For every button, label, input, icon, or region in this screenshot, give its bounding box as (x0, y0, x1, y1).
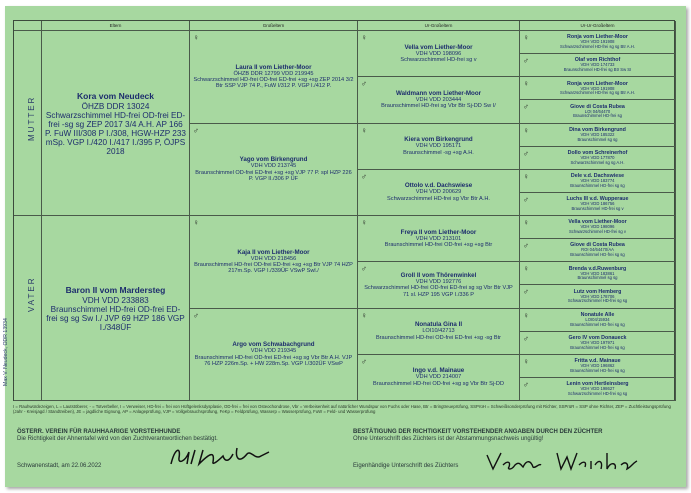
ancestor-detail: Schwarzschimmel HD-frei sg sg Btr A.H. (560, 90, 635, 96)
ancestor-detail: Schwarzschimmel HD-frei OD-frei ED-frei +sg +sg ZEP 2014 3/2 Btr SSP VJP 74 P., FuW I/312 P. VGP I./412 P. (193, 77, 354, 90)
ancestor-detail: VDH VDD 191908 (580, 85, 615, 91)
ancestor-detail: Braunschimmel HD-frei sg sg (570, 367, 625, 373)
ancestor-detail: VDH VDD 197971 (580, 339, 615, 345)
female-symbol-icon: ♀ (361, 218, 367, 227)
female-symbol-icon: ♀ (193, 218, 199, 227)
female-symbol-icon: ♀ (361, 125, 367, 135)
female-symbol-icon: ♀ (523, 79, 529, 89)
ancestor-name: Vella vom Liether-Moor (404, 43, 473, 51)
ancestor-cell (520, 309, 676, 332)
ancestor-cell (520, 147, 676, 170)
ancestor-cell (358, 216, 520, 262)
ancestor-cell (520, 262, 676, 285)
ancestor-cell (42, 216, 190, 401)
ancestor-cell (520, 239, 676, 262)
header-blank (14, 21, 42, 31)
ancestor-cell (520, 285, 676, 308)
ancestor-name: Ronja vom Liether-Moor (567, 80, 628, 87)
ancestor-cell (190, 31, 358, 124)
ancestor-cell (358, 124, 520, 170)
ancestor-detail: VDH VDD 195171 (415, 143, 462, 150)
ancestor-cell (358, 262, 520, 308)
ancestor-name: Ingo v.d. Mainaue (412, 367, 465, 375)
ancestor-name: Luchs III v.d. Wupperaue (566, 196, 629, 203)
ancestor-detail: VDH VDD 198627 (580, 386, 615, 392)
breeder-confirmation-title: BESTÄTIGUNG DER RICHTIGKEIT VORSTEHENDER ANGABEN DURCH DEN ZÜCHTER (353, 429, 603, 435)
ancestor-cell (358, 77, 520, 123)
side-label-mutter: MUTTER (27, 95, 36, 141)
column-header-urgrosseltern: Ur-Großeltern (358, 21, 520, 31)
ancestor-detail: VDH VDD 213101 (415, 235, 462, 242)
ancestor-detail: Braunschimmel HD-frei OD-frei +sg +sg Btr (384, 242, 493, 249)
ancestor-name: Argo vom Schwabachgrund (232, 341, 315, 349)
ancestor-cell (520, 378, 676, 401)
ancestor-name: Waldmann vom Liether-Moor (395, 89, 482, 97)
female-symbol-icon: ♀ (523, 264, 529, 274)
ancestor-detail: Braunschimmel HD-frei OD-frei ED-frei sg sg Sw I./ JVP 69 HZP 186 VGP I./348ÜF (46, 304, 185, 332)
ancestor-name: Brenda v.d.Ruwenburg (568, 265, 627, 272)
ancestor-name: Olaf vom Richthof (574, 57, 621, 64)
ancestor-detail: Braunschimmel HD-frei OD-frei ED-frei +sg +sg Btr VJP 74 HZP 217m.Sp. VGP I./339ÜF VSwP Swl./ (194, 262, 353, 275)
male-symbol-icon: ♂ (523, 287, 529, 297)
ancestor-cell (520, 124, 676, 147)
ancestor-name: Vella vom Liether-Moor (568, 219, 627, 226)
ancestor-name: Kaja II vom Liether-Moor (237, 248, 310, 256)
ancestor-name: Dele v.d. Dachswiese (570, 173, 625, 180)
ancestor-detail: VDH VDD 198096 (415, 50, 462, 57)
ancestor-name: Kora vom Neudeck (77, 90, 154, 101)
ancestor-detail: Braunschimmel HD-frei OD-frei ED-frei +sg -sg Btr (375, 334, 502, 341)
ancestor-cell (520, 77, 676, 100)
column-header-eltern: Eltern (42, 21, 190, 31)
ancestor-name: Giove di Costa Rubea (570, 103, 625, 110)
column-header-ururgrosseltern: Ur-Ur-Großeltern (520, 21, 676, 31)
ancestor-detail: Braunschimmel HD-frei sg (573, 113, 622, 119)
male-symbol-icon: ♂ (523, 194, 529, 204)
ancestor-name: Laura II vom Liether-Moor (235, 63, 312, 71)
ancestor-detail: VDH VDD 185322 (580, 131, 615, 137)
ancestor-detail: Schwarzschimmel HD-frei sg Vbr Btr A.H. (387, 195, 490, 202)
ancestor-name: Ottolo v.d. Dachswiese (404, 182, 473, 190)
pedigree-table (13, 20, 675, 401)
ancestor-detail: VDH VDD 183861 (580, 270, 615, 276)
ancestor-name: Dina vom Birkengrund (569, 126, 626, 133)
ancestor-name: Fritta v.d. Mainaue (574, 358, 621, 365)
ancestor-detail: VDH VDD 178706 (580, 293, 615, 299)
breeder-signature (483, 449, 643, 475)
legend-text: I = Rauhwürdezeigen, L = Lautstöberer, - = Totverbeller, I = Verweiser, HD-frei = frei von Hüftgelenksdysplasie, OD-frei = frei von Osteochondrose, Vbr = Verbeisenheit auf natürlicher Wundspur von Fuchs oder Hase, Btr = Bringtreueprüfung, SSPrüH = Schweißsonderprüfung mit Richter, SSPrüR = SSP ohne Richter, ZEP = Zuchtleistungsprüfung (Jahr - Kreisjagd / Standtreiben), JE = jagdliche Eignung, AP = Anlageprüfung, VJP = Vollgebrauchsprüfung, FeKp = Feldprüfung, Wasserp = Wasserprüfung, FuW = Feld- und Wasserprüfung (13, 404, 671, 415)
ancestor-detail: Braunschimmel HD-frei OD-frei +sg sg Vbr Btr Sj-DD (372, 380, 504, 387)
breeder-signature-label: Eigenhändige Unterschrift des Züchters (353, 463, 459, 469)
ancestor-cell (358, 170, 520, 216)
ancestor-detail: VDH VDD 233883 (82, 295, 149, 305)
ancestor-cell (358, 31, 520, 77)
ancestor-detail: Braunschimmel HD-frei sg sg (570, 182, 625, 188)
male-symbol-icon: ♂ (361, 171, 367, 181)
ancestor-detail: ROI 04/64470/AA (581, 247, 614, 253)
female-symbol-icon: ♀ (361, 310, 367, 320)
male-symbol-icon: ♂ (193, 125, 199, 135)
ancestor-detail: Braunschimmel sg sg (577, 136, 618, 142)
club-confirmation: Die Richtigkeit der Ahnentafel wird von den Zuchtverantwortlichen bestätigt. (17, 436, 218, 442)
ancestor-cell (520, 100, 676, 123)
ancestor-detail: Braunschimmel HD-frei sg Vbr Btr Sj-DD Sw I/ (381, 103, 496, 110)
ancestor-name: Gero IV vom Donaueck (568, 334, 627, 341)
ancestor-cell (358, 355, 520, 401)
male-symbol-icon: ♂ (523, 241, 529, 251)
ancestor-detail: Schwarzschimmel HD-frei sg v (568, 229, 626, 235)
male-symbol-icon: ♂ (523, 56, 529, 66)
ancestor-cell (520, 54, 676, 77)
ancestor-name: Giove di Costa Rubea (570, 242, 625, 249)
ancestor-name: Baron II vom Mardersteg (65, 284, 166, 295)
ancestor-detail: VDH VDD 183774 (580, 178, 615, 184)
male-symbol-icon: ♂ (523, 148, 529, 158)
male-symbol-icon: ♂ (361, 79, 367, 89)
female-symbol-icon: ♀ (523, 356, 529, 366)
ancestor-name: Lutz vom Hemberg (573, 288, 622, 295)
ancestor-detail: Braunschimmel OD-frei ED-frei +sg +sg VJP 77 P. spl HZP 226 P. VGP II./306 P ÜF (195, 169, 352, 182)
female-symbol-icon: ♀ (523, 218, 529, 227)
ancestor-cell (520, 31, 676, 54)
club-signature (165, 444, 280, 468)
ancestor-detail: Schwarzschimmel HD-frei sg sg (567, 390, 628, 396)
ancestor-name: Ronja vom Liether-Moor (567, 34, 628, 41)
female-symbol-icon: ♀ (523, 171, 529, 181)
ancestor-name: Dollo vom Schreinerhof (567, 149, 628, 156)
ancestor-cell (520, 332, 676, 355)
ancestor-detail: Schwarzschimmel HD-frei OD-frei ED-frei sg sg Vbr Btr VJP 71 sl. HZP 195 VGP I./336 P (364, 285, 513, 298)
ancestor-cell (520, 170, 676, 193)
ancestor-detail: VDH VDD 203444 (415, 96, 462, 103)
ancestor-detail: VDH VDD 192776 (415, 278, 462, 285)
ancestor-detail: VDH VDD 213745 (250, 163, 297, 170)
ancestor-name: Nonatule Alle (580, 311, 615, 318)
ancestor-detail: Schwarzschimmel HD-frei sg sg (567, 298, 628, 304)
ancestor-name: Kiera vom Birkengrund (404, 136, 473, 144)
ancestor-cell (190, 124, 358, 217)
male-symbol-icon: ♂ (523, 102, 529, 112)
ancestor-cell (358, 309, 520, 355)
female-symbol-icon: ♀ (523, 125, 529, 135)
club-title: ÖSTERR. VEREIN FÜR RAUHHAARIGE VORSTEHHUNDE (17, 429, 181, 435)
ancestor-name: Freya II vom Liether-Moor (400, 228, 477, 236)
ancestor-detail: VDH VDD 191908 (580, 39, 615, 45)
ancestor-detail: ÖHZB DDR 12799 VDD 219945 (233, 70, 314, 77)
ancestor-detail: VDH VDD 198096 (580, 224, 615, 230)
ancestor-detail: Braunschimmel HD-frei sg Btr Sw SI (563, 67, 632, 73)
column-header-grosseltern: Großeltern (190, 21, 358, 31)
ancestor-detail: Braunschimmel sg sg (577, 275, 618, 281)
male-symbol-icon: ♂ (523, 379, 529, 389)
ancestor-cell (520, 355, 676, 378)
ancestor-detail: Braunschimmel HD-frei sg sg (570, 252, 625, 258)
male-symbol-icon: ♂ (361, 356, 367, 366)
ancestor-detail: Braunschimmel HD-frei OD-frei ED-frei +sg sg Vbr Btr A.H. VJP 76 HZP 226m.Sp. + HW 228m.Sp. VGP I./302ÜF VSwP (194, 354, 353, 367)
ancestor-detail: VDH VDD 200629 (415, 189, 462, 196)
ancestor-name: Groll II vom Thörenwinkel (400, 271, 477, 279)
ancestor-detail: Braunschimmel HD-frei sg sg (570, 344, 625, 350)
place-date: Schwanenstadt, am 22.06.2022 (17, 463, 102, 469)
ancestor-detail: LOI 04/64470 (584, 108, 611, 114)
female-symbol-icon: ♀ (361, 33, 367, 42)
ancestor-cell (190, 216, 358, 309)
ancestor-cell (190, 309, 358, 402)
male-symbol-icon: ♂ (193, 310, 199, 320)
ancestor-detail: VDH VDD 218456 (250, 255, 297, 262)
ancestor-cell (42, 31, 190, 216)
ancestor-detail: VDH VDD 186756 (580, 201, 615, 207)
owner-note: Max V. Neudeck, ODR 13934 (3, 318, 9, 386)
pedigree-certificate (5, 6, 686, 487)
female-symbol-icon: ♀ (193, 33, 199, 42)
breeder-confirmation-note: Ohne Unterschrift des Züchters ist der Abstammungsnachweis ungültig! (353, 436, 544, 442)
male-symbol-icon: ♂ (523, 333, 529, 343)
ancestor-detail: VDH VDD 196862 (580, 363, 615, 369)
side-label-vater: VATER (27, 276, 36, 312)
ancestor-name: Nonatula Gina II (414, 321, 463, 329)
ancestor-detail: ÖHZB DDR 13024 (81, 101, 150, 111)
ancestor-name: Yago vom Birkengrund (239, 156, 308, 164)
ancestor-detail: Schwarzschimmel HD-frei sg sg Btr A.H. (560, 44, 635, 50)
ancestor-detail: Braunschimmel HD-frei sg v (571, 205, 624, 211)
ancestor-cell (520, 216, 676, 239)
ancestor-name: Lenin vom Hertleinsberg (566, 381, 629, 388)
ancestor-detail: LOI04/15934 (585, 316, 610, 322)
ancestor-cell (520, 193, 676, 216)
ancestor-detail: LOI10/42713 (422, 328, 455, 335)
male-symbol-icon: ♂ (361, 264, 367, 274)
ancestor-detail: Schwarzschimmel HD-frei sg v (400, 57, 477, 64)
ancestor-detail: Braunschimmel HD-frei sg sg (570, 321, 625, 327)
ancestor-detail: Braunschimmel -sg +sg A.H. (403, 149, 474, 156)
ancestor-detail: Schwarzschimmel sg sg A.H. (570, 159, 625, 165)
female-symbol-icon: ♀ (523, 310, 529, 320)
ancestor-detail: VDH VDD 177870 (580, 154, 615, 160)
ancestor-detail: Schwarzschimmel HD-frei OD-frei ED-frei -sg sg ZEP 2017 3/4 A.H. AP 166 P. FuW III/308 P I./308, HGW-HZP 233 mSp. VGP I./420 I./417 I./395 P, ÖJPS 2018 (45, 110, 186, 156)
ancestor-detail: VDH VDD 174733 (580, 62, 615, 68)
ancestor-detail: VDH VDD 219345 (250, 348, 297, 355)
female-symbol-icon: ♀ (523, 33, 529, 42)
ancestor-detail: VDH VDD 214007 (415, 374, 462, 381)
